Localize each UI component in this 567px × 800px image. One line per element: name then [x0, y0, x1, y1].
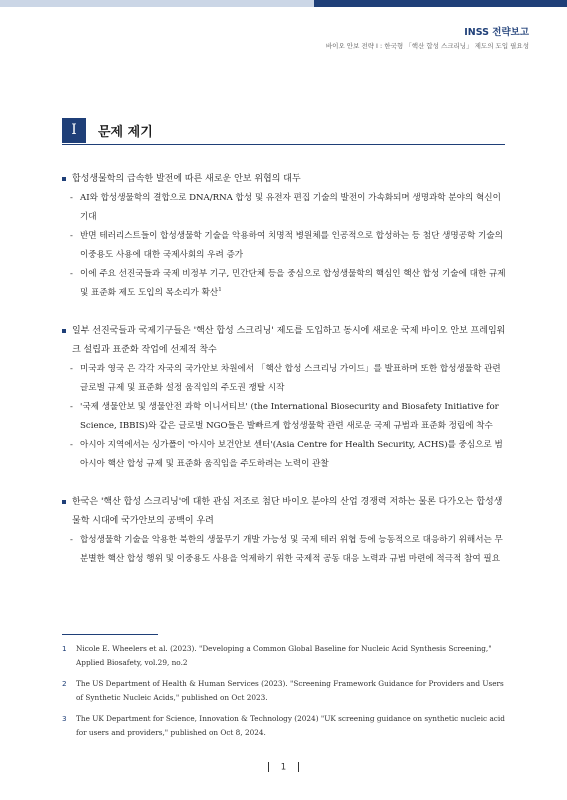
footnote-ref[interactable]: 1: [218, 287, 222, 294]
bullet-group: [62, 322, 507, 474]
section-number: I: [62, 118, 86, 143]
section-title: 문제 제기: [98, 125, 153, 140]
top-color-bar: [0, 0, 567, 7]
dash-bullet-icon: -: [70, 364, 73, 374]
bullet-text: 한국은 '핵산 합성 스크리닝'에 대한 관심 저조로 첨단 바이오 분야의 산업 경쟁력 저하는 물론 다가오는 합성생물학 시대에 국가안보의 공백이 우려: [72, 497, 503, 526]
square-bullet-icon: [62, 500, 66, 504]
brand-label: INSS 전략보고: [464, 27, 529, 38]
dash-bullet-icon: -: [70, 535, 73, 545]
footnote-text: The UK Department for Science, Innovation & Technology (2024) "UK screening guidance on synthetic nucleic acid for users and providers," published on Oct 8, 2024.: [76, 714, 505, 737]
sub-text: 아시아 지역에서는 싱가폴이 '아시아 보건안보 센터'(Asia Centre for Health Security, ACHS)를 중심으로 범아시아 핵산 합성 규제 및 표준화 움직임을 주도하려는 노력이 관찰: [80, 440, 503, 469]
sub-item: [62, 436, 507, 474]
sub-item: [62, 189, 507, 227]
sub-text: AI와 합성생물학의 결합으로 DNA/RNA 합성 및 유전자 편집 기술의 발전이 가속화되며 생명과학 분야의 혁신이 기대: [80, 193, 501, 222]
bullet-text: 일부 선진국들과 국제기구들은 '핵산 합성 스크리닝' 제도를 도입하고 동시에 새로운 국제 바이오 안보 프레임워크 설립과 표준화 작업에 선제적 착수: [72, 326, 506, 355]
sub-item: [62, 531, 507, 569]
bullet-text: 합성생물학의 급속한 발전에 따른 새로운 안보 위협의 대두: [72, 174, 301, 184]
footnote-number: 1: [62, 644, 67, 653]
main-content: [62, 170, 507, 588]
top-bar-dark-segment: [314, 0, 567, 7]
footnotes: [62, 642, 507, 747]
footnote: [62, 677, 507, 705]
footnote: [62, 642, 507, 670]
sub-text: 미국과 영국 은 각각 자국의 국가안보 차원에서 「핵산 합성 스크리닝 가이드」를 발표하며 또한 합성생물학 관련 글로벌 규제 및 표준화 설정 움직임의 주도권 쟁탈 시작: [80, 364, 501, 393]
dash-bullet-icon: -: [70, 231, 73, 241]
dash-bullet-icon: -: [70, 440, 73, 450]
sub-item: [62, 398, 507, 436]
bullet-item: [62, 170, 507, 189]
bullet-item: [62, 493, 507, 531]
footnote-divider: [62, 634, 158, 635]
top-bar-light-segment: [0, 0, 314, 7]
bullet-group: [62, 493, 507, 569]
sub-text: 반면 테러리스트들이 합성생물학 기술을 악용하여 치명적 병원체를 인공적으로 합성하는 등 첨단 생명공학 기술의 이중용도 사용에 대한 국제사회의 우려 증가: [80, 231, 503, 260]
sub-item: [62, 265, 507, 303]
bullet-group: [62, 170, 507, 303]
dash-bullet-icon: -: [70, 193, 73, 203]
page-number-text: 1: [280, 762, 287, 773]
section-header: [62, 118, 505, 145]
sub-text: '국제 생물안보 및 생물안전 과학 이니셔티브' (the International Biosecurity and Biosafety Initiative for Science, IBBIS)와 같은 글로벌 NGO들은 발빠르게 합성생물학 관련 새로운 국제 규범과 표준화 정립에 착수: [80, 402, 499, 431]
sub-item: [62, 227, 507, 265]
sub-text: 합성생물학 기술을 악용한 북한의 생물무기 개발 가능성 및 국제 테러 위협 등에 능동적으로 대응하기 위해서는 무분별한 핵산 합성 행위 및 이중용도 사용을 억제하기 위한 국제적 공동 대응 노력과 규범 마련에 적극적 참여 필요: [80, 535, 503, 564]
dash-bullet-icon: -: [70, 402, 73, 412]
footnote-number: 3: [62, 714, 67, 723]
running-title: 바이오 안보 전략 I : 한국형 「핵산 합성 스크리닝」 제도의 도입 필요성: [325, 42, 529, 50]
dash-bullet-icon: -: [70, 269, 73, 279]
page-divider: [268, 762, 269, 772]
square-bullet-icon: [62, 177, 66, 181]
footnote-text: Nicole E. Wheelers et al. (2023). "Developing a Common Global Baseline for Nucleic Acid Synthesis Screening," Applied Biosafety, vol.29, no.2: [76, 644, 492, 667]
sub-item: [62, 360, 507, 398]
footnote: [62, 712, 507, 740]
sub-text: 이에 주요 선진국들과 국제 비정부 기구, 민간단체 등을 중심으로 합성생물학의 핵심인 핵산 합성 기술에 대한 규제 및 표준화 제도 도입의 목소리가 확산: [80, 269, 506, 298]
bullet-item: [62, 322, 507, 360]
page-divider: [298, 762, 299, 772]
footnote-text: The US Department of Health & Human Services (2023). "Screening Framework Guidance for Providers and Users of Synthetic Nucleic Acids," published on Oct 2023.: [76, 679, 504, 702]
square-bullet-icon: [62, 329, 66, 333]
footnote-number: 2: [62, 679, 67, 688]
page-number: [0, 762, 567, 773]
